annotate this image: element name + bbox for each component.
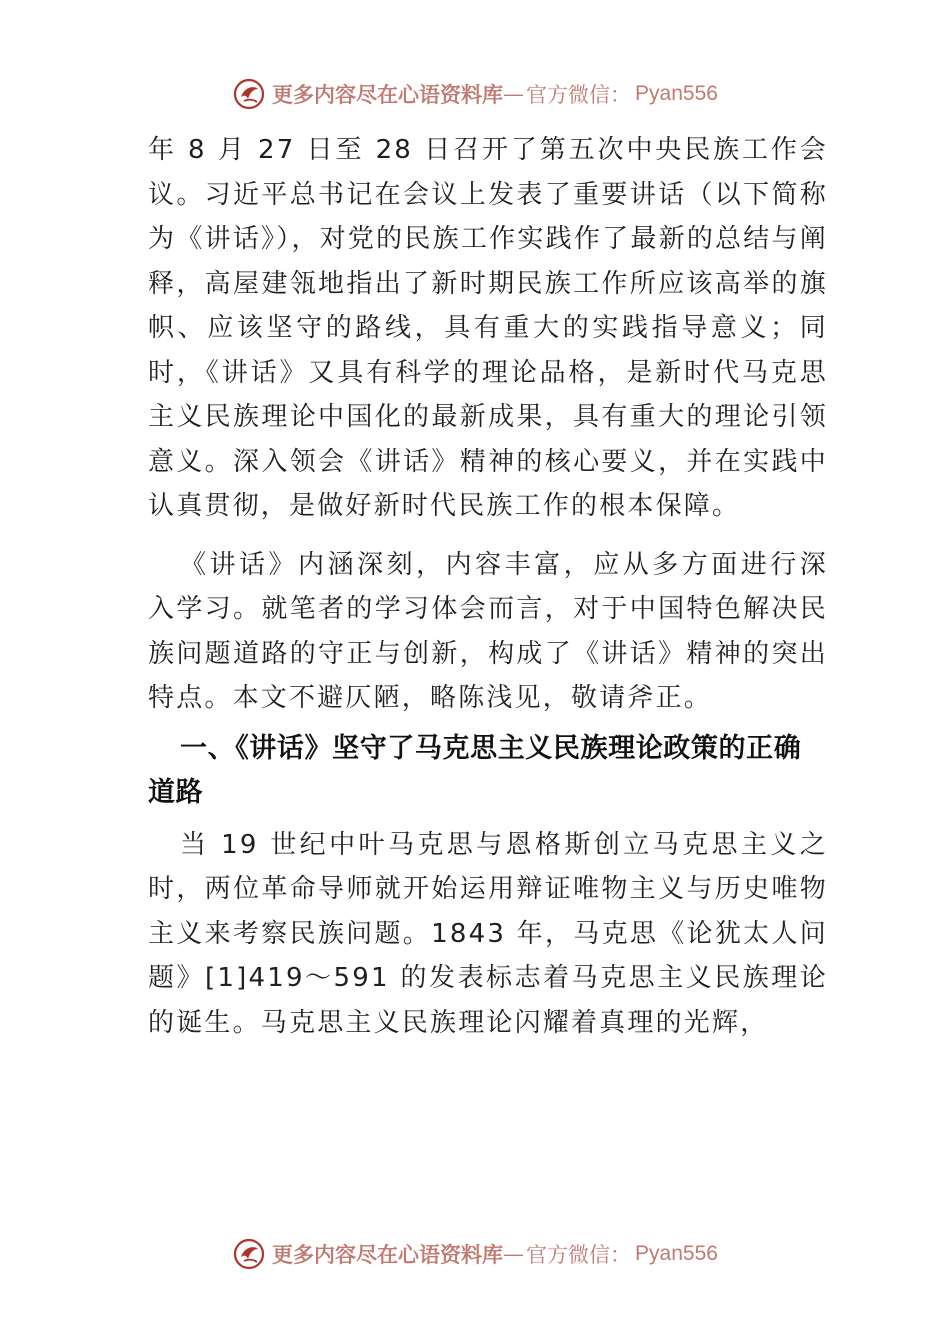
paragraph-3: 当 19 世纪中叶马克思与恩格斯创立马克思主义之时，两位革命导师就开始运用辩证唯物主义与历史唯物主义来考察民族问题。1843 年，马克思《论犹太人问题》[1]419～591 的发表标志着马克思主义民族理论的诞生。马克思主义民族理论闪耀着真理的光辉，	[148, 829, 828, 1038]
banner-wechat-id: Pyan556	[635, 82, 718, 105]
paragraph-gap	[148, 529, 828, 543]
paragraph-1: 年 8 月 27 日至 28 日召开了第五次中央民族工作会议。习近平总书记在会议上发表了重要讲话（以下简称为《讲话》），对党的民族工作实践作了最新的总结与阐释，高屋建瓴地指出了新时期民族工作所应该高举的旗帜、应该坚守的路线，具有重大的实践指导意义；同时，《讲话》又具有科学的理论品格，是新时代马克思主义民族理论中国化的最新成果，具有重大的理论引领意义。深入领会《讲话》精神的核心要义，并在实践中认真贯彻，是做好新时代民族工作的根本保障。	[148, 135, 828, 521]
footer-banner	[0, 1234, 950, 1274]
banner-wechat-id: Pyan556	[635, 1242, 718, 1265]
brand-logo-icon	[232, 77, 266, 111]
banner-brand-text: 更多内容尽在心语资料库	[272, 1242, 504, 1267]
banner-separator: —	[503, 82, 525, 106]
brand-logo-icon	[232, 1237, 266, 1271]
banner-wechat-label: 官方微信：	[526, 83, 632, 107]
paragraph-gap	[148, 815, 828, 823]
header-banner	[0, 74, 950, 114]
paragraph-2: 《讲话》内涵深刻，内容丰富，应从多方面进行深入学习。就笔者的学习体会而言，对于中国特色解决民族问题道路的守正与创新，构成了《讲话》精神的突出特点。本文不避仄陋，略陈浅见，敬请斧正。	[148, 549, 828, 713]
section-heading-1: 一、《讲话》坚守了马克思主义民族理论政策的正确道路	[148, 732, 802, 808]
banner-brand-text: 更多内容尽在心语资料库	[272, 82, 504, 107]
document-body	[148, 128, 828, 1045]
banner-separator: —	[503, 1242, 525, 1266]
banner-wechat-label: 官方微信：	[526, 1243, 632, 1267]
